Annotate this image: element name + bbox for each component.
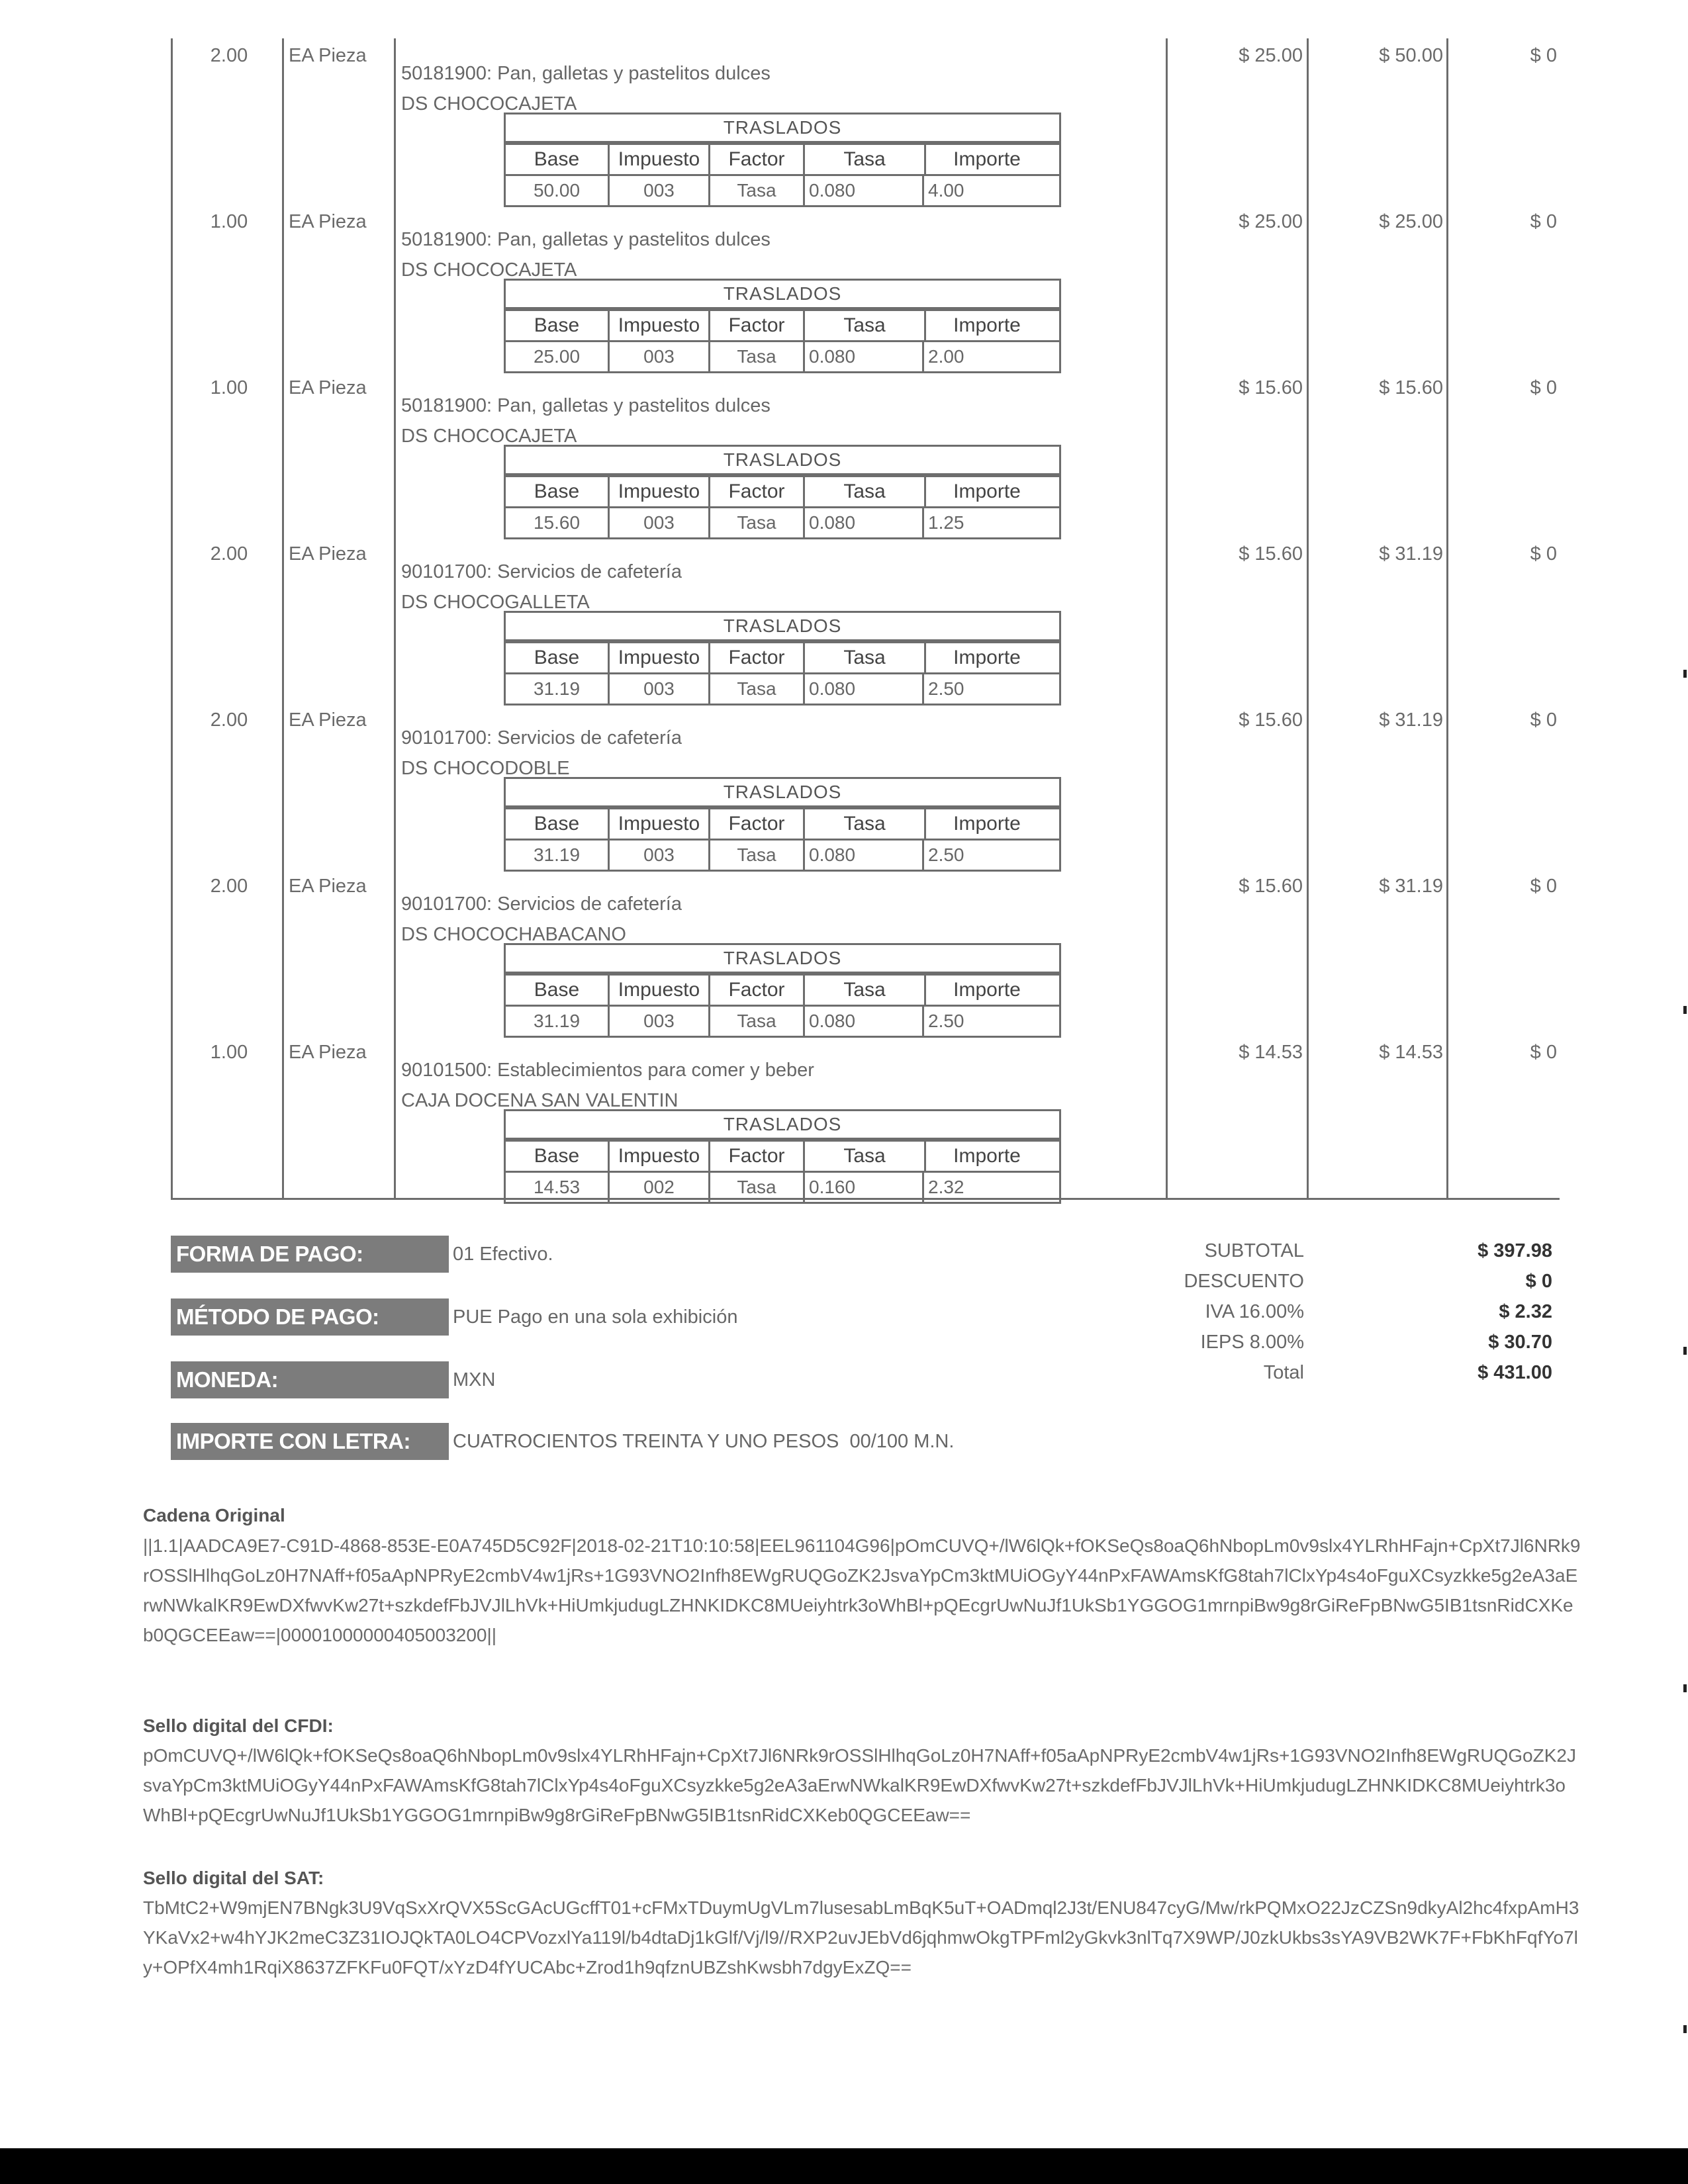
traslados-importe: 2.50 [928, 678, 964, 699]
item-product-name: DS CHOCOCHABACANO [401, 924, 626, 945]
importe-letra-label: IMPORTE CON LETRA: [171, 1423, 449, 1460]
scan-mark [1683, 1006, 1687, 1014]
traslados-title: TRASLADOS [506, 447, 1059, 477]
traslados-header-importe: Importe [953, 314, 1021, 336]
item-product-code: 50181900: Pan, galletas y pastelitos dulces [401, 63, 771, 84]
item-product-code: 90101500: Establecimientos para comer y beber [401, 1060, 814, 1081]
item-unit-price: $ 15.60 [1239, 543, 1303, 565]
traslados-table [504, 1109, 1061, 1204]
item-unit-price: $ 14.53 [1239, 1042, 1303, 1063]
moneda-value: MXN [453, 1369, 496, 1390]
item-product-code: 50181900: Pan, galletas y pastelitos dulces [401, 229, 771, 250]
item-unit: EA Pieza [289, 709, 367, 731]
item-amount: $ 14.53 [1379, 1042, 1443, 1063]
traslados-title: TRASLADOS [506, 281, 1059, 311]
traslados-impuesto: 003 [610, 1007, 710, 1036]
traslados-header-tasa: Tasa [805, 311, 926, 340]
sello-sat-title: Sello digital del SAT: [143, 1868, 324, 1888]
traslados-header-factor: Factor [710, 1142, 805, 1171]
traslados-header-factor: Factor [710, 976, 805, 1005]
traslados-header-impuesto: Impuesto [610, 145, 710, 174]
ieps-value: $ 30.70 [1488, 1332, 1552, 1353]
traslados-tasa: 0.080 [805, 841, 924, 870]
traslados-importe: 4.00 [928, 180, 964, 201]
item-quantity: 2.00 [210, 876, 248, 897]
metodo-pago-value: PUE Pago en una sola exhibición [453, 1306, 738, 1328]
traslados-base: 31.19 [506, 1007, 610, 1036]
traslados-importe: 2.50 [928, 844, 964, 865]
item-discount: $ 0 [1530, 377, 1557, 398]
item-unit: EA Pieza [289, 876, 367, 897]
traslados-value-row [506, 508, 1059, 537]
traslados-header-importe: Importe [953, 813, 1021, 835]
traslados-title: TRASLADOS [506, 1111, 1059, 1142]
traslados-importe: 2.50 [928, 1011, 964, 1031]
cadena-original-text: ||1.1|AADCA9E7-C91D-4868-853E-E0A745D5C92F|2018-02-21T10:10:58|EEL961104G96|pOmCUVQ+/lW6lQk+fOKSeQs8oaQ6hNbopLm0v9slx4YLRhHFajn+CpXt7Jl6NRk9rOSSlHlhqGoLz0H7NAff+f05aApNPRyE2cmbV4w1jRs+1G93VNO2Infh8EWgRUQGoZK2JsvaYpCm3ktMUiOGyY44nPxFAWAmsKfG8tah7lClxYp4s4oFguXCsyzkke5g2eA3aErwNWkalKR9EwDXfwvKw27t+szkdefFbJVJlLhVk+HiUmkjudugLZHNKIDKC8MUeiyhtrk3oWhBl+pQEcgrUwNuJf1UkSb1YGGOG1mrnpiBw9g8rGiReFpBNwG5IB1tsnRidCXKeb0QGCEEaw==|00001000000405003200|| [143, 1535, 1581, 1645]
sello-sat-text: TbMtC2+W9mjEN7BNgk3U9VqSxXrQVX5ScGAcUGcffT01+cFMxTDuymUgVLm7lusesabLmBqK5uT+OADmql2J3t/ENU847cyG/Mw/rkPQMxO22JzCZSn9dkyAl2hc4fxpAmH3YKaVx2+w4hYJK2meC3Z31IOJQkTA0LO4CPVozxlYa119l/b4dtaDj1kGlf/Vj/l9//RXP2uvJEbVd6jqhmwOkgTPFml2yGkvk3nlTq7X9WP/J0zkUkbs3sYA9VB2WK7F+FbKhFqfYo7ly+OPfX4mh1RqiX8637ZFKFu0FQT/xYzD4fYUCAbc+Zrod1h9qfznUBZshKwsbh7dgyExZQ== [143, 1897, 1579, 1978]
traslados-value-row [506, 674, 1059, 704]
total-label: Total [1263, 1362, 1304, 1383]
traslados-tasa: 0.160 [805, 1173, 924, 1202]
traslados-header-impuesto: Impuesto [610, 976, 710, 1005]
traslados-base: 25.00 [506, 342, 610, 371]
traslados-header-tasa: Tasa [805, 643, 926, 672]
item-product-code: 90101700: Servicios de cafetería [401, 893, 682, 915]
traslados-base: 14.53 [506, 1173, 610, 1202]
item-product-name: CAJA DOCENA SAN VALENTIN [401, 1090, 679, 1111]
item-description [401, 889, 682, 950]
item-quantity: 2.00 [210, 45, 248, 66]
traslados-importe: 2.00 [928, 346, 964, 367]
ieps-label: IEPS 8.00% [1200, 1332, 1304, 1353]
item-discount: $ 0 [1530, 709, 1557, 731]
item-product-code: 90101700: Servicios de cafetería [401, 561, 682, 582]
traslados-factor: Tasa [710, 176, 805, 205]
items-table [171, 38, 1560, 1200]
traslados-impuesto: 003 [610, 342, 710, 371]
item-discount: $ 0 [1530, 543, 1557, 565]
subtotal-value: $ 397.98 [1477, 1240, 1552, 1261]
moneda-label: MONEDA: [171, 1361, 449, 1398]
item-product-code: 50181900: Pan, galletas y pastelitos dulces [401, 395, 771, 416]
traslados-table [504, 113, 1061, 207]
traslados-header-base: Base [506, 1142, 610, 1171]
traslados-header-row [506, 1142, 1059, 1173]
traslados-header-row [506, 477, 1059, 508]
item-amount: $ 25.00 [1379, 211, 1443, 232]
traslados-header-base: Base [506, 477, 610, 506]
traslados-header-tasa: Tasa [805, 976, 926, 1005]
traslados-factor: Tasa [710, 508, 805, 537]
traslados-title: TRASLADOS [506, 114, 1059, 145]
item-unit: EA Pieza [289, 211, 367, 232]
traslados-value-row [506, 176, 1059, 205]
item-unit-price: $ 25.00 [1239, 211, 1303, 232]
item-quantity: 1.00 [210, 1042, 248, 1063]
item-row [173, 1038, 1560, 1205]
traslados-table [504, 611, 1061, 705]
traslados-header-row [506, 311, 1059, 342]
traslados-header-tasa: Tasa [805, 477, 926, 506]
traslados-table [504, 777, 1061, 872]
item-product-name: DS CHOCOGALLETA [401, 592, 590, 613]
traslados-tasa: 0.080 [805, 176, 924, 205]
traslados-base: 15.60 [506, 508, 610, 537]
item-unit-price: $ 25.00 [1239, 45, 1303, 66]
item-product-name: DS CHOCODOBLE [401, 758, 570, 779]
item-unit-price: $ 15.60 [1239, 709, 1303, 731]
traslados-header-row [506, 809, 1059, 841]
descuento-value: $ 0 [1525, 1271, 1552, 1292]
traslados-header-impuesto: Impuesto [610, 311, 710, 340]
traslados-header-factor: Factor [710, 145, 805, 174]
iva-value: $ 2.32 [1499, 1301, 1552, 1322]
item-product-name: DS CHOCOCAJETA [401, 93, 577, 114]
scan-bottom-border [0, 2148, 1688, 2184]
traslados-value-row [506, 841, 1059, 870]
item-description [401, 557, 682, 617]
traslados-header-row [506, 643, 1059, 674]
item-product-code: 90101700: Servicios de cafetería [401, 727, 682, 749]
traslados-impuesto: 003 [610, 674, 710, 704]
traslados-table [504, 943, 1061, 1038]
scan-mark [1683, 670, 1687, 678]
traslados-impuesto: 003 [610, 176, 710, 205]
traslados-header-importe: Importe [953, 1145, 1021, 1167]
traslados-value-row [506, 1007, 1059, 1036]
traslados-header-factor: Factor [710, 643, 805, 672]
item-row [173, 539, 1560, 706]
item-row [173, 41, 1560, 208]
traslados-importe: 1.25 [928, 512, 964, 533]
traslados-base: 31.19 [506, 674, 610, 704]
traslados-title: TRASLADOS [506, 613, 1059, 643]
item-discount: $ 0 [1530, 211, 1557, 232]
descuento-label: DESCUENTO [1184, 1271, 1304, 1292]
importe-letra-value: CUATROCIENTOS TREINTA Y UNO PESOS 00/100 M.N. [453, 1431, 955, 1452]
item-row [173, 872, 1560, 1038]
item-quantity: 1.00 [210, 377, 248, 398]
traslados-header-impuesto: Impuesto [610, 643, 710, 672]
traslados-factor: Tasa [710, 1173, 805, 1202]
traslados-header-factor: Factor [710, 477, 805, 506]
traslados-header-base: Base [506, 976, 610, 1005]
item-row [173, 207, 1560, 374]
traslados-tasa: 0.080 [805, 508, 924, 537]
item-amount: $ 31.19 [1379, 543, 1443, 565]
item-row [173, 373, 1560, 540]
item-unit-price: $ 15.60 [1239, 377, 1303, 398]
traslados-value-row [506, 1173, 1059, 1202]
item-unit: EA Pieza [289, 377, 367, 398]
item-description [401, 224, 771, 285]
forma-pago-value: 01 Efectivo. [453, 1244, 553, 1265]
traslados-factor: Tasa [710, 1007, 805, 1036]
item-description [401, 1055, 814, 1116]
iva-label: IVA 16.00% [1205, 1301, 1304, 1322]
traslados-header-importe: Importe [953, 647, 1021, 668]
item-amount: $ 31.19 [1379, 876, 1443, 897]
item-unit: EA Pieza [289, 543, 367, 565]
traslados-table [504, 445, 1061, 539]
traslados-impuesto: 003 [610, 841, 710, 870]
scan-mark [1683, 1347, 1687, 1355]
traslados-header-tasa: Tasa [805, 809, 926, 839]
item-unit-price: $ 15.60 [1239, 876, 1303, 897]
forma-pago-label: FORMA DE PAGO: [171, 1236, 449, 1273]
item-discount: $ 0 [1530, 876, 1557, 897]
scan-mark [1683, 2025, 1687, 2033]
metodo-pago-label: MÉTODO DE PAGO: [171, 1298, 449, 1336]
traslados-impuesto: 003 [610, 508, 710, 537]
traslados-base: 31.19 [506, 841, 610, 870]
item-quantity: 2.00 [210, 709, 248, 731]
traslados-title: TRASLADOS [506, 945, 1059, 976]
item-product-name: DS CHOCOCAJETA [401, 426, 577, 447]
traslados-header-factor: Factor [710, 311, 805, 340]
traslados-impuesto: 002 [610, 1173, 710, 1202]
traslados-tasa: 0.080 [805, 1007, 924, 1036]
sello-cfdi-text: pOmCUVQ+/lW6lQk+fOKSeQs8oaQ6hNbopLm0v9slx4YLRhHFajn+CpXt7Jl6NRk9rOSSlHlhqGoLz0H7NAff+f05aApNPRyE2cmbV4w1jRs+1G93VNO2Infh8EWgRUQGoZK2JsvaYpCm3ktMUiOGyY44nPxFAWAmsKfG8tah7lClxYp4s4oFguXCsyzkke5g2eA3aErwNWkalKR9EwDXfwvKw27t+szkdefFbJVJlLhVk+HiUmkjudugLZHNKIDKC8MUeiyhtrk3oWhBl+pQEcgrUwNuJf1UkSb1YGGOG1mrnpiBw9g8rGiReFpBNwG5IB1tsnRidCXKeb0QGCEEaw== [143, 1745, 1576, 1825]
traslados-header-base: Base [506, 311, 610, 340]
traslados-tasa: 0.080 [805, 674, 924, 704]
item-description [401, 390, 771, 451]
traslados-factor: Tasa [710, 841, 805, 870]
traslados-header-importe: Importe [953, 979, 1021, 1001]
traslados-header-base: Base [506, 643, 610, 672]
item-quantity: 2.00 [210, 543, 248, 565]
traslados-header-factor: Factor [710, 809, 805, 839]
traslados-value-row [506, 342, 1059, 371]
traslados-header-base: Base [506, 809, 610, 839]
traslados-header-tasa: Tasa [805, 1142, 926, 1171]
item-description [401, 723, 682, 784]
total-value: $ 431.00 [1477, 1362, 1552, 1383]
traslados-table [504, 279, 1061, 373]
item-amount: $ 50.00 [1379, 45, 1443, 66]
traslados-header-row [506, 976, 1059, 1007]
item-amount: $ 15.60 [1379, 377, 1443, 398]
traslados-header-importe: Importe [953, 148, 1021, 170]
traslados-header-impuesto: Impuesto [610, 809, 710, 839]
sello-cfdi-title: Sello digital del CFDI: [143, 1715, 334, 1736]
item-discount: $ 0 [1530, 45, 1557, 66]
traslados-header-importe: Importe [953, 480, 1021, 502]
traslados-factor: Tasa [710, 342, 805, 371]
traslados-header-base: Base [506, 145, 610, 174]
item-description [401, 58, 771, 119]
traslados-header-tasa: Tasa [805, 145, 926, 174]
traslados-factor: Tasa [710, 674, 805, 704]
scan-mark [1683, 1684, 1687, 1692]
traslados-header-impuesto: Impuesto [610, 1142, 710, 1171]
item-unit: EA Pieza [289, 1042, 367, 1063]
subtotal-label: SUBTOTAL [1204, 1240, 1304, 1261]
item-quantity: 1.00 [210, 211, 248, 232]
traslados-header-impuesto: Impuesto [610, 477, 710, 506]
item-product-name: DS CHOCOCAJETA [401, 259, 577, 281]
traslados-base: 50.00 [506, 176, 610, 205]
traslados-importe: 2.32 [928, 1177, 964, 1197]
item-amount: $ 31.19 [1379, 709, 1443, 731]
cadena-original-title: Cadena Original [143, 1505, 285, 1525]
traslados-header-row [506, 145, 1059, 176]
traslados-tasa: 0.080 [805, 342, 924, 371]
item-row [173, 705, 1560, 872]
traslados-title: TRASLADOS [506, 779, 1059, 809]
item-unit: EA Pieza [289, 45, 367, 66]
item-discount: $ 0 [1530, 1042, 1557, 1063]
